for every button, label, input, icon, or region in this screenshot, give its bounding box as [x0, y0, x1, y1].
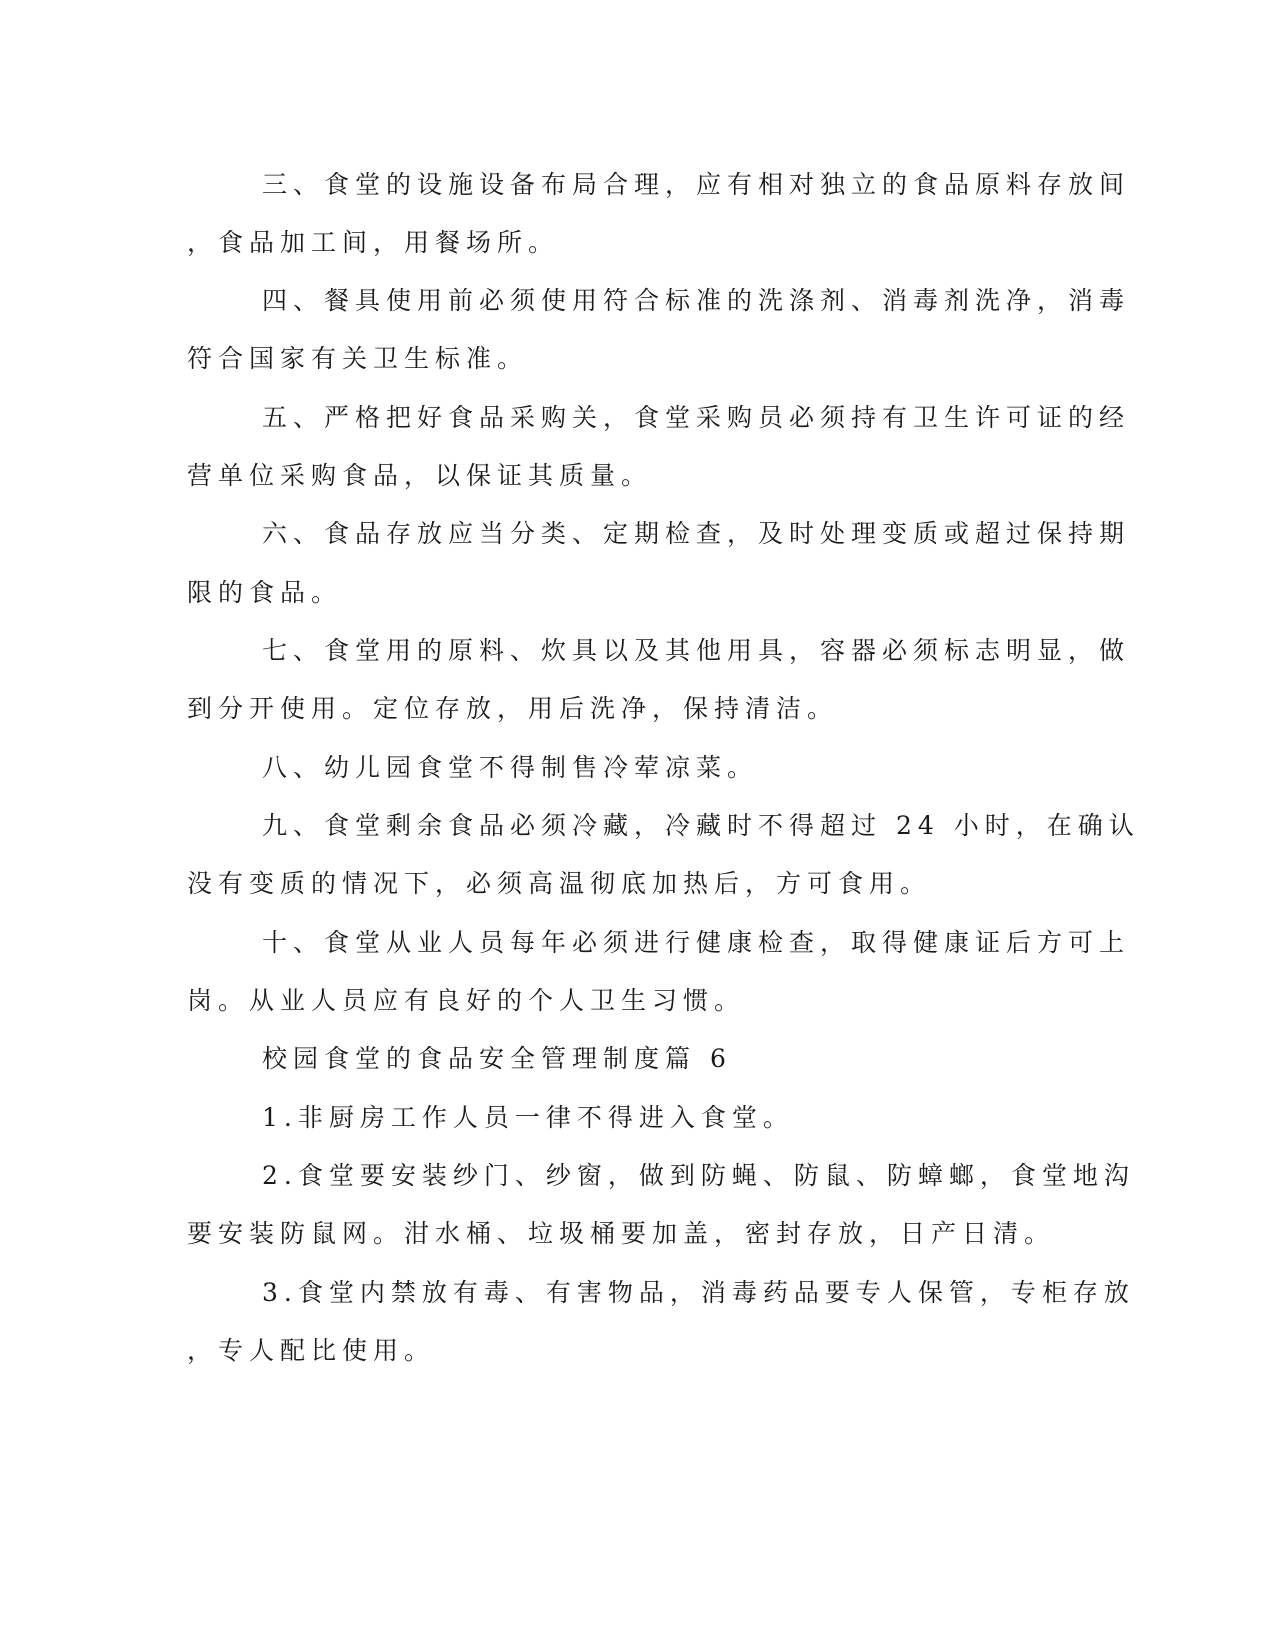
- paragraph-line: 七、食堂用的原料、炊具以及其他用具，容器必须标志明显，做: [262, 636, 1131, 665]
- paragraph-line: 3.食堂内禁放有毒、有害物品，消毒药品要专人保管，专柜存放: [262, 1278, 1135, 1307]
- paragraph-line: 十、食堂从业人员每年必须进行健康检查，取得健康证后方可上: [262, 928, 1131, 957]
- paragraph-line: ，食品加工间，用餐场所。: [187, 228, 560, 257]
- paragraph-line: 五、严格把好食品采购关，食堂采购员必须持有卫生许可证的经: [262, 403, 1131, 432]
- paragraph-line: 九、食堂剩余食品必须冷藏，冷藏时不得超过 24 小时，在确认: [262, 811, 1140, 840]
- paragraph-line: 四、餐具使用前必须使用符合标准的洗涤剂、消毒剂洗净，消毒: [262, 286, 1131, 315]
- paragraph-line: 三、食堂的设施设备布局合理，应有相对独立的食品原料存放间: [262, 170, 1131, 199]
- paragraph-line: ，专人配比使用。: [187, 1336, 436, 1365]
- paragraph-line: 符合国家有关卫生标准。: [187, 344, 529, 373]
- paragraph-line: 营单位采购食品，以保证其质量。: [187, 461, 653, 490]
- paragraph-line: 没有变质的情况下，必须高温彻底加热后，方可食用。: [187, 869, 932, 898]
- paragraph-line: 要安装防鼠网。泔水桶、垃圾桶要加盖，密封存放，日产日清。: [187, 1219, 1056, 1248]
- paragraph-line: 岗。从业人员应有良好的个人卫生习惯。: [187, 986, 746, 1015]
- paragraph-line: 六、食品存放应当分类、定期检查，及时处理变质或超过保持期: [262, 519, 1131, 548]
- paragraph-line: 限的食品。: [187, 578, 343, 607]
- paragraph-line: 到分开使用。定位存放，用后洗净，保持清洁。: [187, 694, 839, 723]
- paragraph-line: 八、幼儿园食堂不得制售冷荤凉菜。: [262, 753, 759, 782]
- paragraph-line: 2.食堂要安装纱门、纱窗，做到防蝇、防鼠、防蟑螂，食堂地沟: [262, 1161, 1135, 1190]
- paragraph-line: 1.非厨房工作人员一律不得进入食堂。: [262, 1103, 794, 1132]
- section-heading: 校园食堂的食品安全管理制度篇 6: [262, 1044, 732, 1073]
